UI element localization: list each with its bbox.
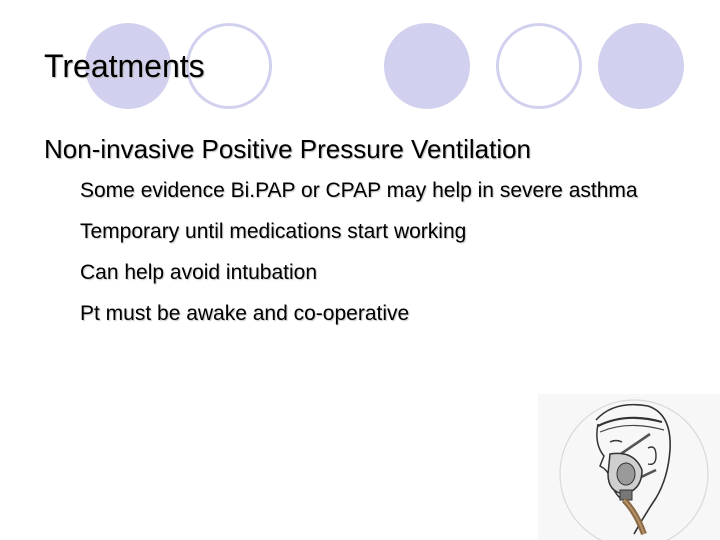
bullet-list [80,177,640,328]
bullet-item: Can help avoid intubation [80,261,318,284]
bullet-item: Pt must be awake and co-operative [80,302,410,325]
decorative-circle-filled [598,23,684,109]
bullet-item: Some evidence Bi.PAP or CPAP may help in severe asthma [80,179,638,202]
slide-title: Treatments [44,48,205,84]
cpap-mask-illustration [538,394,720,540]
section-heading: Non-invasive Positive Pressure Ventilation [44,134,532,164]
bullet-item: Temporary until medications start working [80,220,467,243]
decorative-circle-ring [496,23,582,109]
decorative-circle-filled [384,23,470,109]
